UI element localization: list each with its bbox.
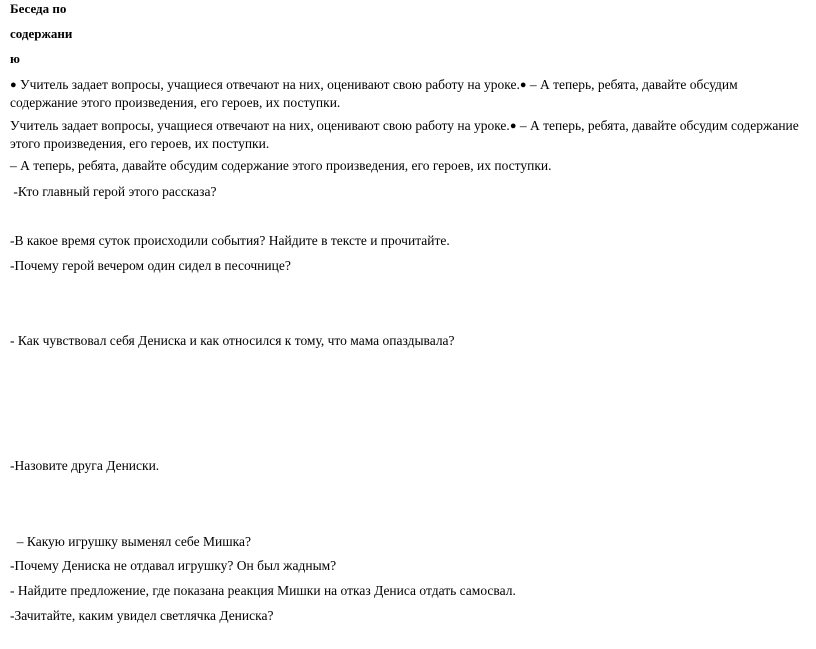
question-sandbox: -Почему герой вечером один сидел в песочнице?	[10, 258, 291, 273]
heading-line-3: ю	[10, 51, 20, 66]
paragraph-2	[10, 117, 800, 152]
question-firefly: -Зачитайте, каким увидел светлячка Дениска?	[10, 608, 274, 623]
text-line: – А теперь, ребята, давайте обсудим содержание этого произведения, его героев, их поступки.	[10, 158, 552, 173]
bullet-icon: ●	[10, 79, 17, 91]
question-feelings: - Как чувствовал себя Дениска и как относился к тому, что мама опаздывала?	[10, 333, 455, 348]
question-sentence: - Найдите предложение, где показана реакция Мишки на отказ Дениса отдать самосвал.	[10, 583, 516, 598]
heading-line-1: Беседа по	[10, 1, 67, 16]
paragraph-2-text-a: Учитель задает вопросы, учащиеся отвечают на них, оценивают свою работу на уроке.	[10, 118, 510, 133]
paragraph-2-text-b: – А теперь, ребята, давайте обсудим содержание этого произведения, его героев, их поступки.	[10, 118, 799, 151]
question-friend: -Назовите друга Дениски.	[10, 458, 160, 473]
question-toy: – Какую игрушку выменял себе Мишка?	[10, 534, 251, 549]
bullet-icon: ●	[519, 79, 527, 91]
heading-line-2: содержани	[10, 26, 73, 41]
question-greedy: -Почему Дениска не отдавал игрушку? Он был жадным?	[10, 558, 337, 573]
bullet-icon: ●	[509, 120, 517, 132]
paragraph-1-text-b: – А теперь, ребята, давайте обсудим содержание этого произведения, его героев, их поступки.	[10, 77, 738, 110]
question-main-hero: -Кто главный герой этого рассказа?	[10, 184, 217, 199]
paragraph-1-text-a: Учитель задает вопросы, учащиеся отвечают на них, оценивают свою работу на уроке.	[16, 77, 520, 92]
question-time-of-day: -В какое время суток происходили события? Найдите в тексте и прочитайте.	[10, 233, 450, 248]
paragraph-1	[10, 76, 800, 111]
